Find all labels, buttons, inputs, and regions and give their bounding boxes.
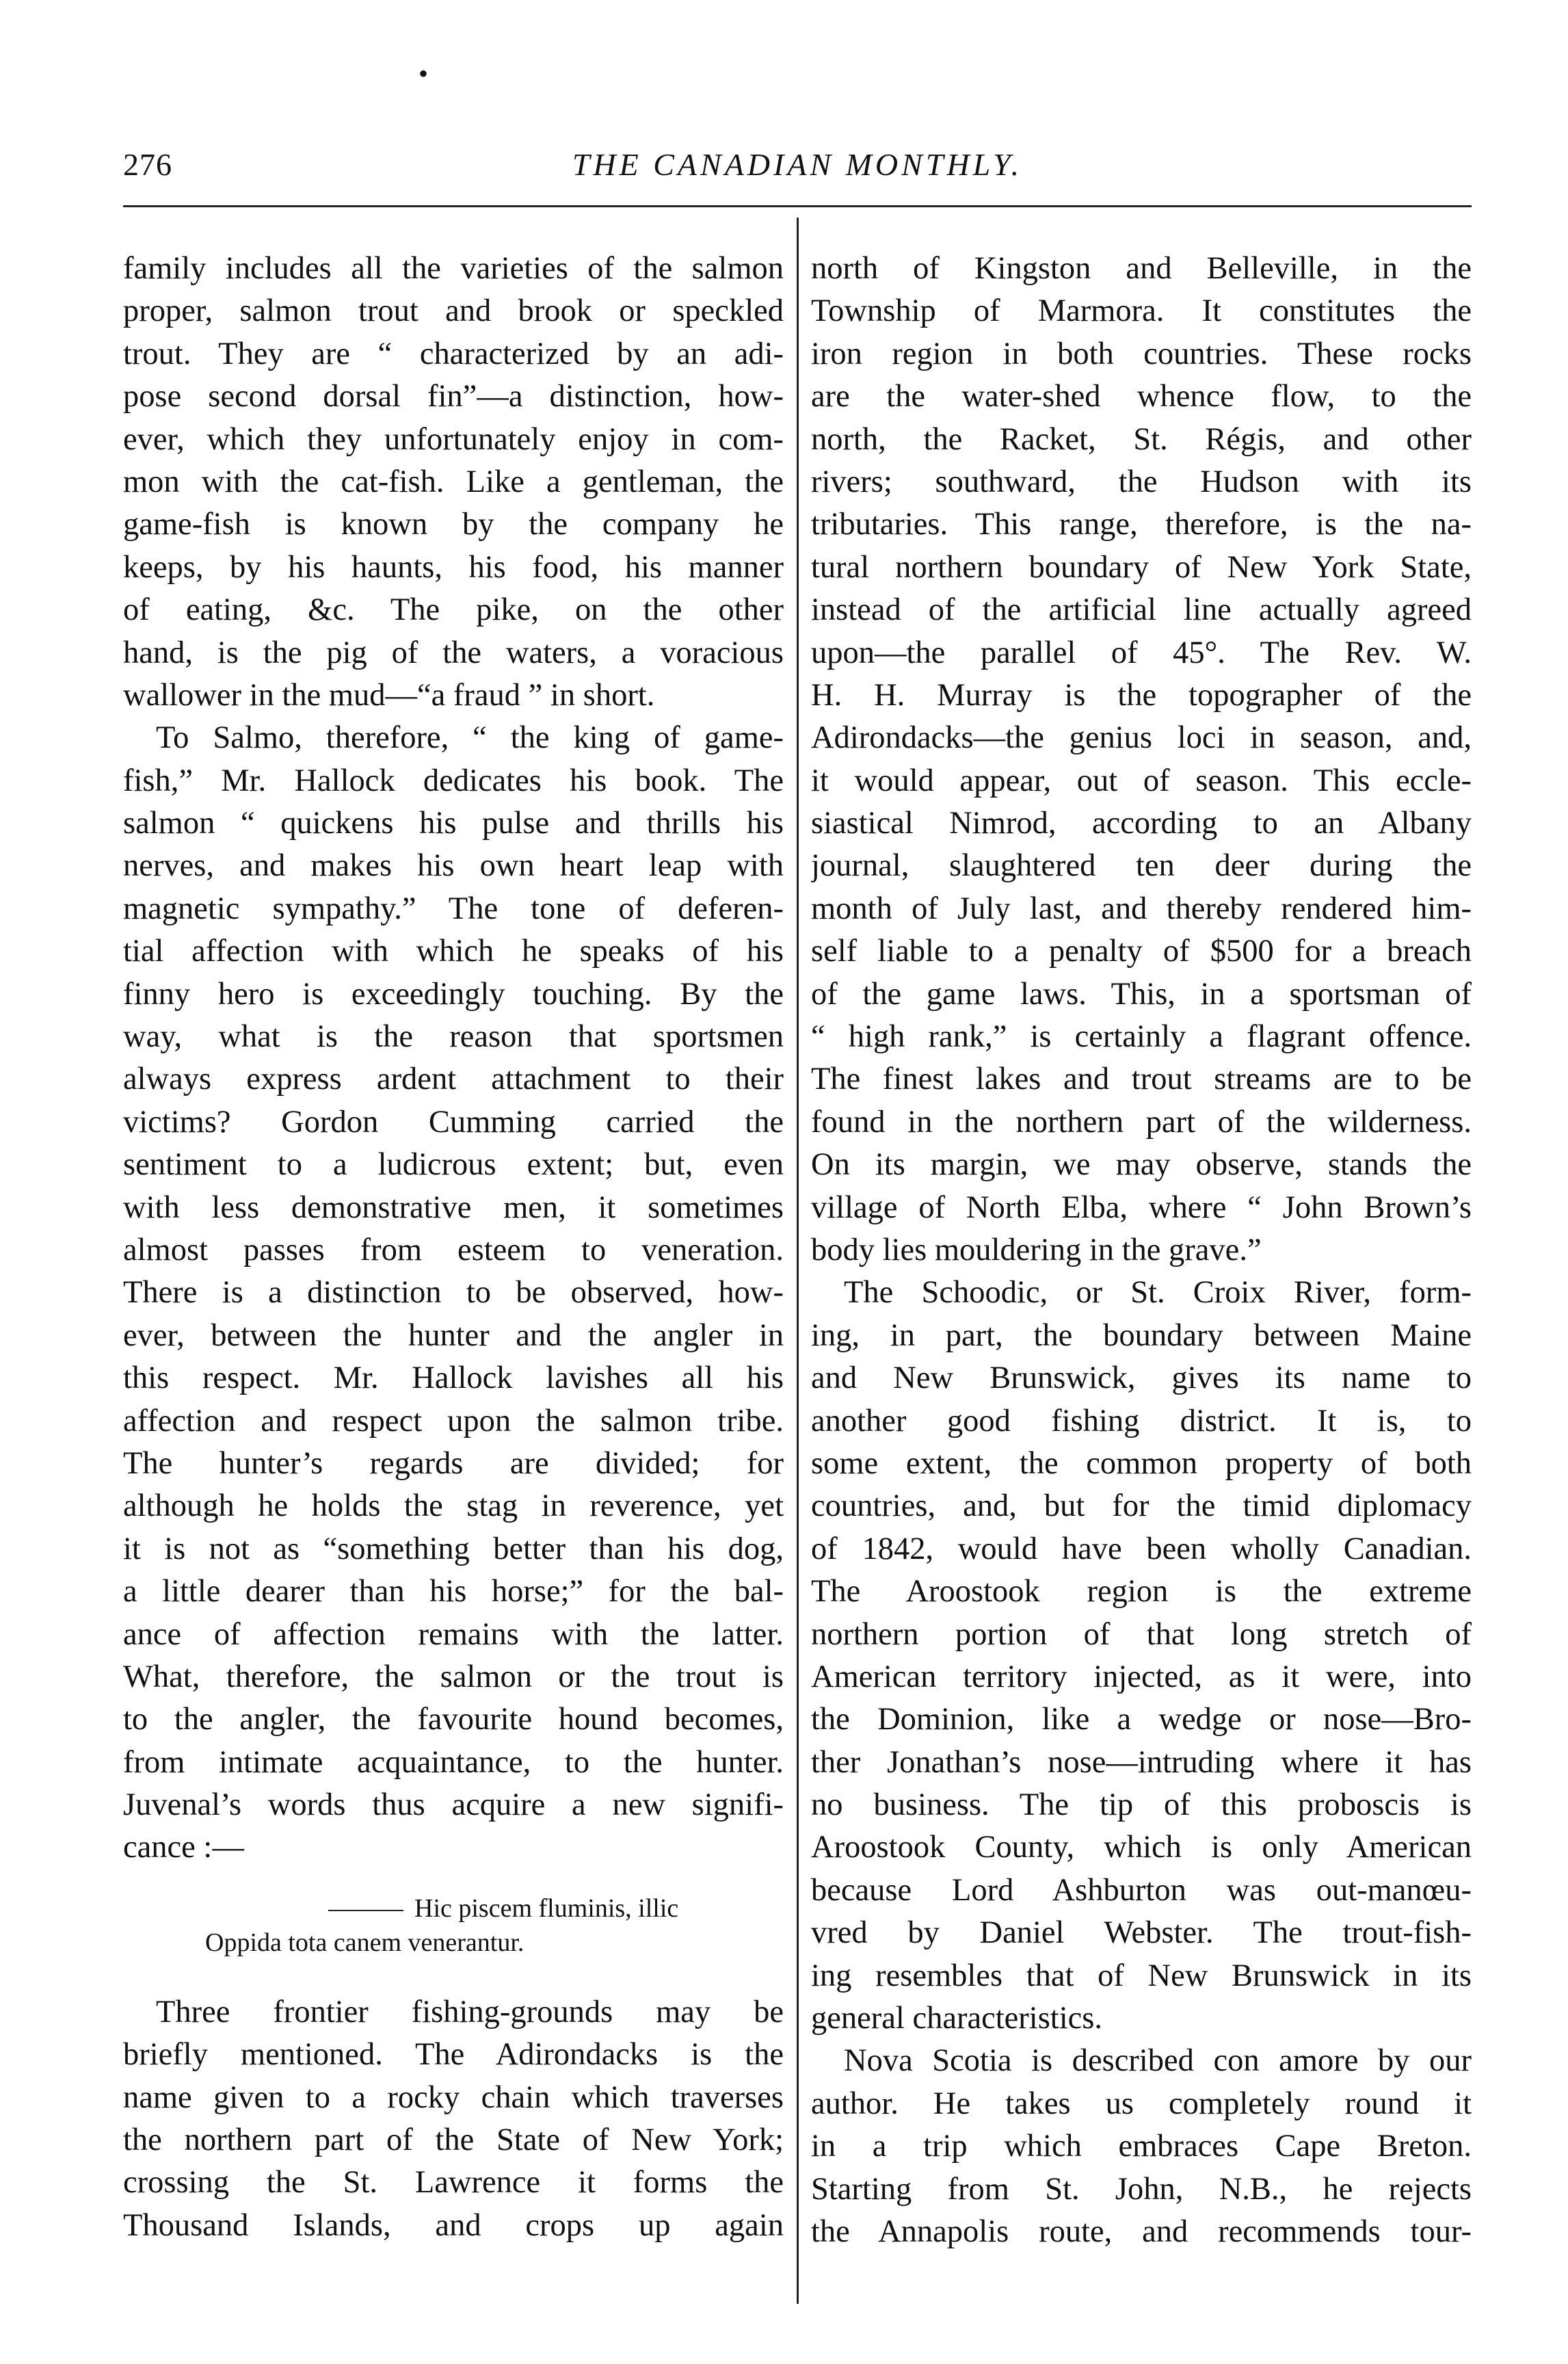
quote-dash (328, 1910, 403, 1911)
text-line: siastical Nimrod, according to an Albany (811, 806, 1472, 841)
text-line: There is a distinction to be observed, how- (123, 1275, 784, 1311)
text-line: On its margin, we may observe, stands the (811, 1147, 1472, 1183)
text-line: north, the Racket, St. Régis, and other (811, 421, 1472, 457)
text-line: trout. They are “ characterized by an adi- (123, 336, 784, 371)
text-line: from intimate acquaintance, to the hunter. (123, 1744, 784, 1780)
text-line: the northern part of the State of New York; (123, 2123, 784, 2158)
text-line: way, what is the reason that sportsmen (123, 1019, 784, 1055)
text-line: The Schoodic, or St. Croix River, form- (844, 1275, 1472, 1311)
text-line: name given to a rocky chain which traverses (123, 2079, 784, 2115)
text-line: tural northern boundary of New York State, (811, 549, 1472, 585)
text-line: another good fishing district. It is, to (811, 1403, 1472, 1439)
page-number: 276 (123, 147, 172, 182)
text-line: ing resembles that of New Brunswick in its (811, 1958, 1472, 1993)
column-divider (797, 218, 799, 2304)
page-header (123, 137, 1472, 198)
text-line: magnetic sympathy.” The tone of deferen- (123, 891, 784, 926)
text-line: it would appear, out of season. This eccle- (811, 763, 1472, 798)
header-rule (123, 205, 1472, 207)
left-column-text (123, 248, 784, 1869)
text-line: Township of Marmora. It constitutes the (811, 293, 1472, 329)
right-column-text (811, 248, 1472, 2253)
quote-line-1: Hic piscem fluminis, illic (414, 1893, 679, 1923)
text-line: Three frontier fishing-grounds may be (156, 1994, 784, 2030)
text-line: mon with the cat-fish. Like a gentleman, the (123, 464, 784, 499)
text-line: iron region in both countries. These rocks (811, 336, 1472, 371)
text-line: H. H. Murray is the topographer of the (811, 677, 1472, 713)
latin-quotation (123, 1891, 784, 1960)
text-line: ing, in part, the boundary between Maine (811, 1317, 1472, 1353)
text-line: The Aroostook region is the extreme (811, 1574, 1472, 1610)
text-line: author. He takes us completely round it (811, 2086, 1472, 2121)
left-column-text-continued (123, 1991, 784, 2247)
text-line: The finest lakes and trout streams are to be (811, 1062, 1472, 1097)
right-column (811, 248, 1472, 2253)
text-line: crossing the St. Lawrence it forms the (123, 2165, 784, 2201)
text-line: and New Brunswick, gives its name to (811, 1361, 1472, 1396)
text-line: vred by Daniel Webster. The trout-fish- (811, 1915, 1472, 1951)
text-line: Juvenal’s words thus acquire a new signifi- (123, 1787, 784, 1823)
text-line: found in the northern part of the wilderness. (811, 1104, 1472, 1140)
text-line: ever, between the hunter and the angler in (123, 1317, 784, 1353)
text-line: Aroostook County, which is only American (811, 1830, 1472, 1865)
text-line: are the water-shed whence flow, to the (811, 379, 1472, 415)
text-line: Starting from St. John, N.B., he rejects (811, 2171, 1472, 2207)
text-line: Thousand Islands, and crops up again (123, 2207, 784, 2243)
text-line: What, therefore, the salmon or the trout is (123, 1659, 784, 1694)
text-line: “ high rank,” is certainly a flagrant offence. (811, 1019, 1472, 1055)
text-line: because Lord Ashburton was out-manœu- (811, 1872, 1472, 1908)
text-line: hand, is the pig of the waters, a voracious (123, 635, 784, 670)
text-line: it is not as “something better than his dog, (123, 1531, 784, 1566)
text-line: upon—the parallel of 45°. The Rev. W. (811, 635, 1472, 670)
text-line: rivers; southward, the Hudson with its (811, 464, 1472, 499)
text-line: ever, which they unfortunately enjoy in com- (123, 421, 784, 457)
text-line: affection and respect upon the salmon tribe. (123, 1403, 784, 1439)
text-line: Adirondacks—the genius loci in season, and, (811, 720, 1472, 756)
text-line: to the angler, the favourite hound becomes, (123, 1702, 784, 1737)
text-line: some extent, the common property of both (811, 1445, 1472, 1481)
text-line: village of North Elba, where “ John Brown’s (811, 1190, 1472, 1225)
text-line: briefly mentioned. The Adirondacks is the (123, 2037, 784, 2073)
text-line: family includes all the varieties of the salmon (123, 251, 784, 286)
text-line: this respect. Mr. Hallock lavishes all his (123, 1361, 784, 1396)
quote-line-2: Oppida tota canem venerantur. (205, 1928, 524, 1957)
text-line: of the game laws. This, in a sportsman of (811, 976, 1472, 1012)
text-line: Nova Scotia is described con amore by our (844, 2043, 1472, 2079)
text-line: pose second dorsal fin”—a distinction, how- (123, 379, 784, 415)
text-line: although he holds the stag in reverence, yet (123, 1488, 784, 1524)
text-line: north of Kingston and Belleville, in the (811, 251, 1472, 286)
text-line: keeps, by his haunts, his food, his manner (123, 549, 784, 585)
text-line: with less demonstrative men, it sometimes (123, 1190, 784, 1225)
text-line: journal, slaughtered ten deer during the (811, 848, 1472, 884)
text-line: game-fish is known by the company he (123, 507, 784, 542)
left-column (123, 248, 784, 2247)
text-line: the Annapolis route, and recommends tour- (811, 2214, 1472, 2249)
text-line: wallower in the mud—“a fraud ” in short. (123, 677, 655, 713)
text-line: the Dominion, like a wedge or nose—Bro- (811, 1702, 1472, 1737)
text-line: in a trip which embraces Cape Breton. (811, 2129, 1472, 2164)
text-line: ther Jonathan’s nose—intruding where it has (811, 1744, 1472, 1780)
text-line: tial affection with which he speaks of his (123, 934, 784, 969)
text-line: body lies mouldering in the grave.” (811, 1232, 1262, 1268)
text-line: American territory injected, as it were, into (811, 1659, 1472, 1694)
text-line: cance :— (123, 1830, 244, 1865)
text-line: self liable to a penalty of $500 for a breach (811, 934, 1472, 969)
text-line: of eating, &c. The pike, on the other (123, 592, 784, 628)
text-line: almost passes from esteem to veneration. (123, 1232, 784, 1268)
text-line: To Salmo, therefore, “ the king of game- (156, 720, 784, 756)
text-line: fish,” Mr. Hallock dedicates his book. The (123, 763, 784, 798)
stray-mark: • (418, 58, 429, 89)
text-line: sentiment to a ludicrous extent; but, even (123, 1147, 784, 1183)
text-line: month of July last, and thereby rendered him- (811, 891, 1472, 926)
text-line: nerves, and makes his own heart leap with (123, 848, 784, 884)
text-line: tributaries. This range, therefore, is the na- (811, 507, 1472, 542)
text-line: always express ardent attachment to their (123, 1062, 784, 1097)
text-line: proper, salmon trout and brook or speckled (123, 293, 784, 329)
text-line: no business. The tip of this proboscis is (811, 1787, 1472, 1823)
text-line: northern portion of that long stretch of (811, 1616, 1472, 1652)
text-line: The hunter’s regards are divided; for (123, 1445, 784, 1481)
running-head: THE CANADIAN MONTHLY. (572, 147, 1023, 182)
text-line: salmon “ quickens his pulse and thrills his (123, 806, 784, 841)
text-line: of 1842, would have been wholly Canadian. (811, 1531, 1472, 1566)
text-line: general characteristics. (811, 2001, 1102, 2036)
text-line: victims? Gordon Cumming carried the (123, 1104, 784, 1140)
text-line: countries, and, but for the timid diplomacy (811, 1488, 1472, 1524)
text-line: ance of affection remains with the latter. (123, 1616, 784, 1652)
text-line: finny hero is exceedingly touching. By the (123, 976, 784, 1012)
text-line: a little dearer than his horse;” for the bal- (123, 1574, 784, 1610)
text-line: instead of the artificial line actually agreed (811, 592, 1472, 628)
